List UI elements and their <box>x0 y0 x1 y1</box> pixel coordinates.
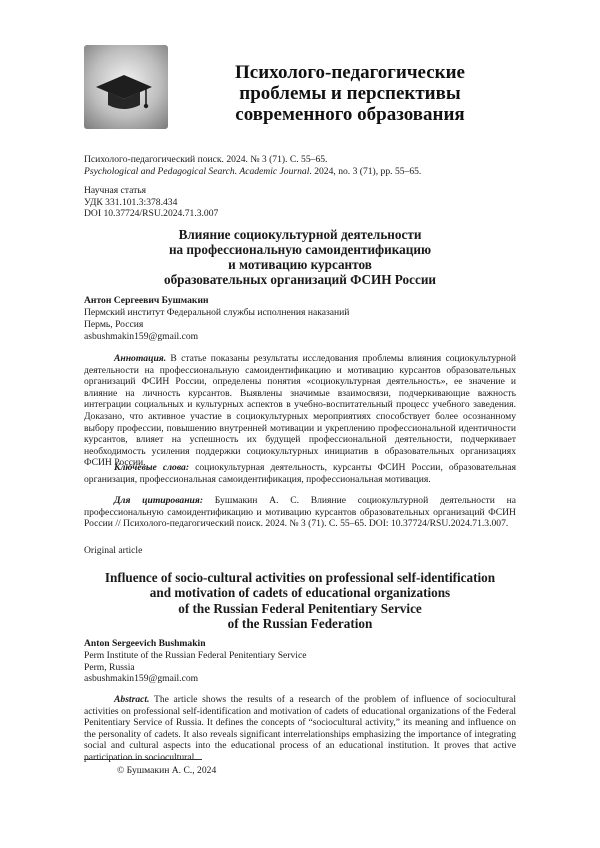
article-type-en: Original article <box>84 545 143 556</box>
affiliation-en: Perm Institute of the Russian Federal Penitentiary Service <box>84 650 307 661</box>
article-title-en <box>84 570 516 631</box>
author-name-en: Anton Sergeevich Bushmakin <box>84 638 206 649</box>
journal-title <box>185 62 515 125</box>
title-line: и мотивацию курсантов <box>228 257 372 272</box>
abstract-label-ru: Аннотация. <box>114 353 167 364</box>
journal-title-line: современного образования <box>235 104 465 125</box>
citation-en <box>84 166 524 178</box>
title-line: Влияние социокультурной деятельности <box>178 227 422 242</box>
author-email-ru[interactable]: asbushmakin159@gmail.com <box>84 331 199 342</box>
keywords-ru <box>84 462 516 485</box>
title-line: of the Russian Federal Penitentiary Service <box>178 600 422 616</box>
citation-en-journal: Psychological and Pedagogical Search. Academic Journal <box>84 166 310 177</box>
footnote-divider <box>84 759 202 760</box>
cite-label-ru: Для цитирования: <box>114 495 204 506</box>
citation-ru: Психолого-педагогический поиск. 2024. № 3 (71). С. 55–65. <box>84 154 328 165</box>
journal-title-line: Психолого-педагогические <box>235 62 465 83</box>
cite-text-ru: Бушмакин А. С. Влияние социокультурной деятельности на профессиональную самоидентификацию и мотивацию курсантов образовательных организаций ФСИН России // Психолого-педагогический поиск. 2024. № 3 (71). С. 55–65. DOI: 10.37724/RSU.2024.71.3.007. <box>84 495 516 530</box>
abstract-ru <box>84 353 516 469</box>
udk: УДК 331.101.3:378.434 <box>84 197 178 208</box>
abstract-en <box>84 694 516 764</box>
abstract-text-ru: В статье показаны результаты исследования проблемы влияния социокультурной деятельности на профессиональную самоидентификацию и мотивацию курсантов образовательных организаций ФСИН России, определены понятия «социокультурная деятельность», ее значение и влияние на личность курсантов. Выявлены значимые взаимосвязи, подчеркивающие важность интеграции социальных и культурных аспектов в учебно-воспитательный процесс учебного заведения. Доказано, что активное участие в социокультурных мероприятиях способствует более осознанному выбору профессии, повышению внутренней мотивации и укреплению профессиональной идентичности курсантов, влияет на успешность их будущей профессиональной деятельности, подчеркивает необходимость усиления поддержки социокультурных инициатив в образовательных организациях ФСИН России. <box>84 353 516 469</box>
author-email-en[interactable]: asbushmakin159@gmail.com <box>84 673 199 684</box>
keywords-text-ru: социокультурная деятельность, курсанты ФСИН России, образовательная организация, профессиональная самоидентификация, профессиональная мотивация. <box>84 462 516 485</box>
keywords-label-ru: Ключевые слова: <box>114 462 190 473</box>
affiliation-ru: Пермский институт Федеральной службы исполнения наказаний <box>84 307 350 318</box>
cite-as-ru <box>84 495 516 530</box>
abstract-label-en: Abstract. <box>114 694 150 705</box>
title-line: образовательных организаций ФСИН России <box>163 272 437 287</box>
author-name-ru: Антон Сергеевич Бушмакин <box>84 295 209 306</box>
citation-en-details: . 2024, no. 3 (71), pp. 55–65. <box>309 166 422 177</box>
title-line: and motivation of cadets of educational organizations <box>149 585 451 601</box>
title-line: Influence of socio-cultural activities on professional self-identification <box>104 570 496 585</box>
journal-title-line: проблемы и перспективы <box>239 83 461 104</box>
article-type: Научная статья <box>84 185 147 196</box>
title-line: of the Russian Federation <box>227 615 373 631</box>
city-en: Perm, Russia <box>84 662 135 673</box>
city-ru: Пермь, Россия <box>84 319 144 330</box>
journal-logo <box>84 45 168 129</box>
title-line: на профессиональную самоидентификацию <box>168 242 432 257</box>
article-title-ru <box>84 227 516 287</box>
copyright-notice: © Бушмакин А. С., 2024 <box>117 765 217 776</box>
graduation-cap-icon <box>84 45 168 129</box>
abstract-text-en: The article shows the results of a research of the problem of influence of sociocultural activities on professional self-identification and motivation of cadets of educational organizations of the Federal Penitentiary Service of Russia. It defines the concepts of “sociocultural activity,” its meaning and influence on the personality of cadets. It also reveals significant interrelationships emphasizing the importance of integrating social and cultural aspects into the educational process of an educational institution. It proves that active participation in sociocultural <box>84 694 516 763</box>
doi: DOI 10.37724/RSU.2024.71.3.007 <box>84 208 219 219</box>
